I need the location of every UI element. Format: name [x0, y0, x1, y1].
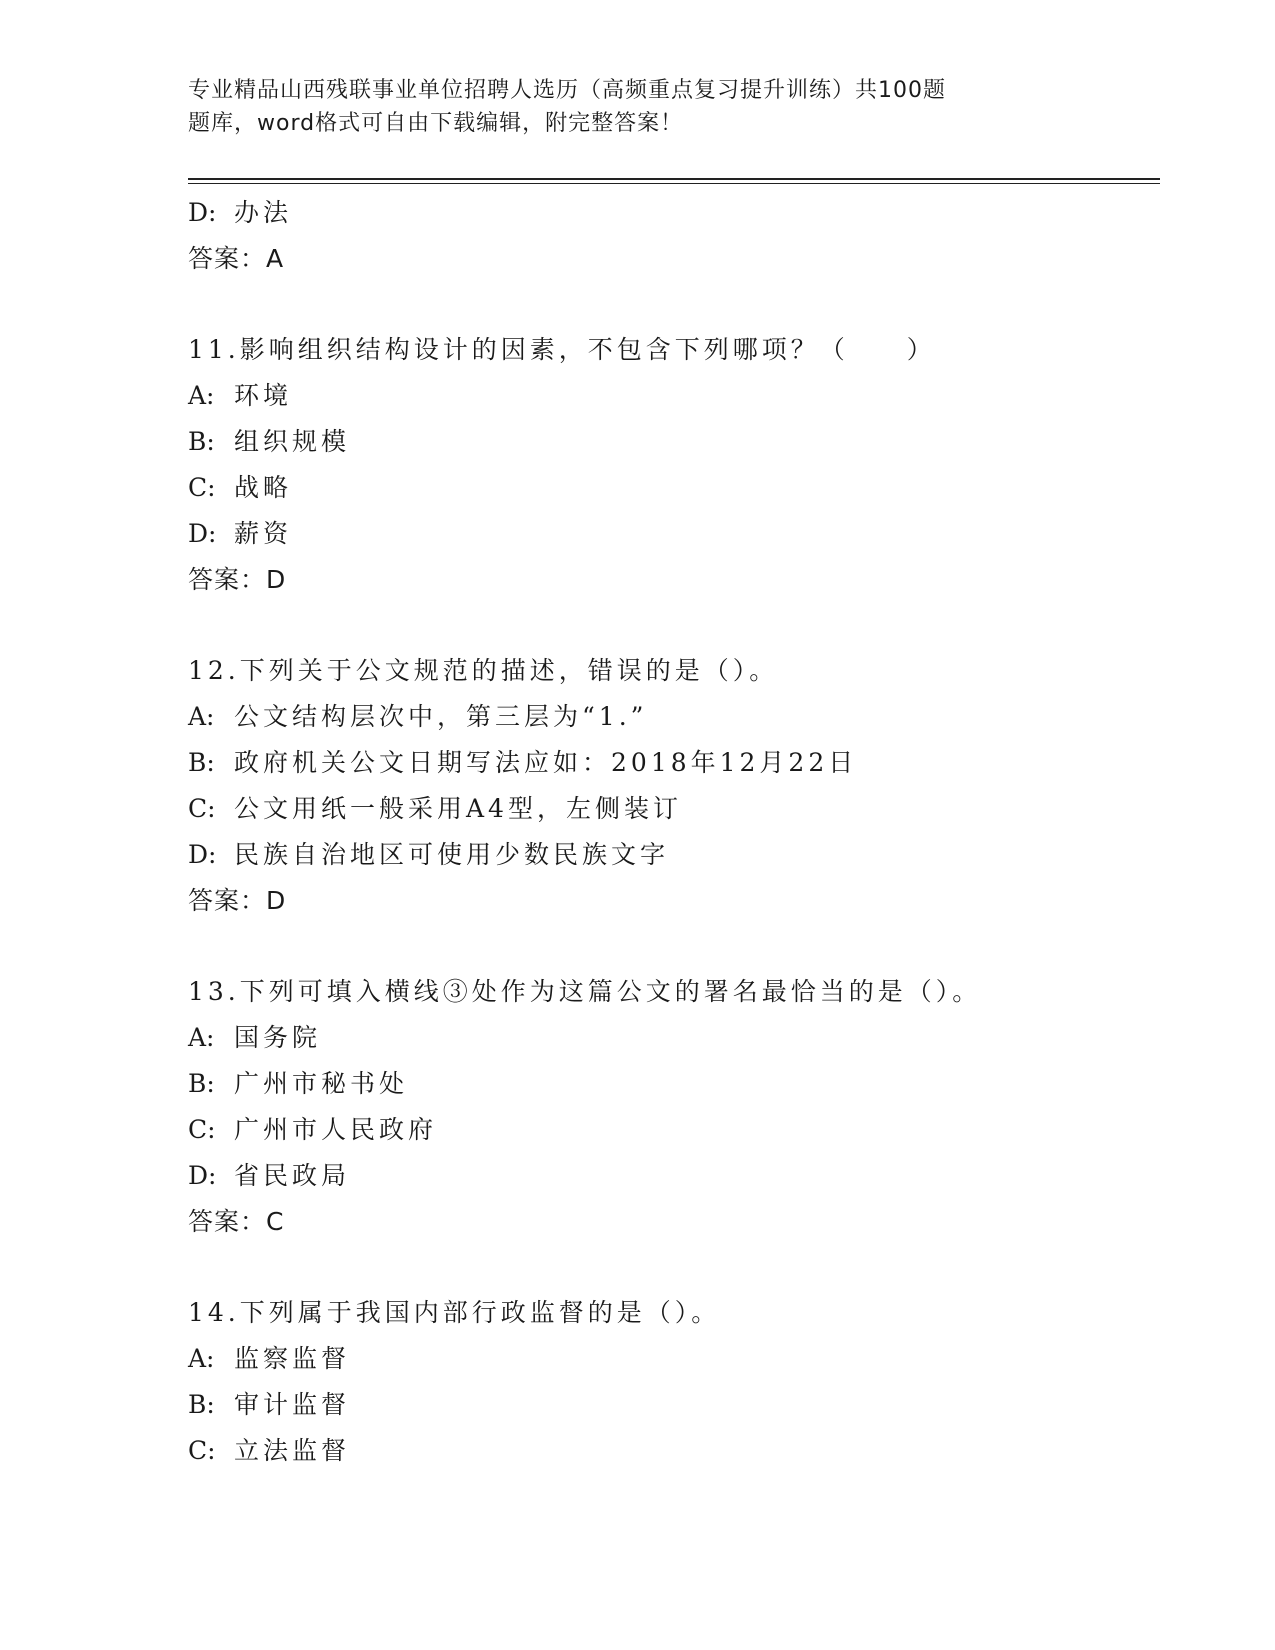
answer-line: 答案：D — [188, 886, 287, 915]
option-label: C: — [188, 794, 216, 823]
option-label: A: — [188, 702, 215, 731]
header-line-1: 专业精品山西残联事业单位招聘人选历（高频重点复习提升训练）共100题 — [188, 78, 946, 103]
option-row — [188, 1382, 1160, 1428]
option-text: 民族自治地区可使用少数民族文字 — [234, 840, 670, 869]
question-stem: 13.下列可填入横线③处作为这篇公文的署名最恰当的是（）。 — [188, 977, 982, 1006]
option-text: 监察监督 — [234, 1344, 351, 1373]
option-row — [188, 1107, 1160, 1153]
option-label: D: — [188, 840, 217, 869]
option-label: D: — [188, 519, 217, 548]
option-row — [188, 786, 1160, 832]
option-row — [188, 190, 1160, 236]
option-text: 广州市秘书处 — [234, 1069, 409, 1098]
option-row — [188, 1153, 1160, 1199]
option-text: 薪资 — [234, 519, 293, 548]
question-stem: 12.下列关于公文规范的描述，错误的是（）。 — [188, 656, 779, 685]
option-text: 立法监督 — [234, 1436, 351, 1465]
option-text: 战略 — [234, 473, 293, 502]
option-row — [188, 419, 1160, 465]
option-row — [188, 1428, 1160, 1474]
option-label: B: — [188, 1390, 215, 1419]
option-label: C: — [188, 1115, 216, 1144]
option-text: 政府机关公文日期写法应如：2018年12月22日 — [234, 748, 858, 777]
option-row — [188, 1336, 1160, 1382]
option-text: 广州市人民政府 — [234, 1115, 438, 1144]
header-line-2: 题库，word格式可自由下载编辑，附完整答案！ — [188, 111, 684, 136]
option-text: 审计监督 — [234, 1390, 351, 1419]
option-row — [188, 1061, 1160, 1107]
option-label: A: — [188, 381, 215, 410]
question-stem: 11.影响组织结构设计的因素，不包含下列哪项？（ ） — [188, 335, 936, 364]
header-divider-thick — [188, 178, 1160, 180]
header-divider-thin — [188, 183, 1160, 184]
option-row — [188, 511, 1160, 557]
option-row — [188, 694, 1160, 740]
option-text: 省民政局 — [234, 1161, 351, 1190]
option-label: B: — [188, 427, 215, 456]
option-row — [188, 832, 1160, 878]
option-text: 环境 — [234, 381, 293, 410]
option-row — [188, 465, 1160, 511]
option-text: 公文用纸一般采用A4型，左侧装订 — [234, 794, 682, 823]
answer-line: 答案：C — [188, 1207, 285, 1236]
answer-line: 答案：A — [188, 244, 285, 273]
option-label: B: — [188, 1069, 215, 1098]
option-label: B: — [188, 748, 215, 777]
option-label: C: — [188, 1436, 216, 1465]
option-text: 办法 — [234, 198, 293, 227]
option-row — [188, 1015, 1160, 1061]
option-label: A: — [188, 1023, 215, 1052]
option-label: D: — [188, 198, 217, 227]
page-header — [188, 74, 1028, 140]
option-row — [188, 373, 1160, 419]
option-text: 国务院 — [234, 1023, 322, 1052]
question-stem: 14.下列属于我国内部行政监督的是（）。 — [188, 1298, 721, 1327]
option-row — [188, 740, 1160, 786]
option-text: 公文结构层次中，第三层为“1.” — [234, 702, 648, 731]
answer-line: 答案：D — [188, 565, 287, 594]
option-text: 组织规模 — [234, 427, 351, 456]
option-label: C: — [188, 473, 216, 502]
option-label: A: — [188, 1344, 215, 1373]
option-label: D: — [188, 1161, 217, 1190]
question-list — [188, 190, 1160, 1474]
